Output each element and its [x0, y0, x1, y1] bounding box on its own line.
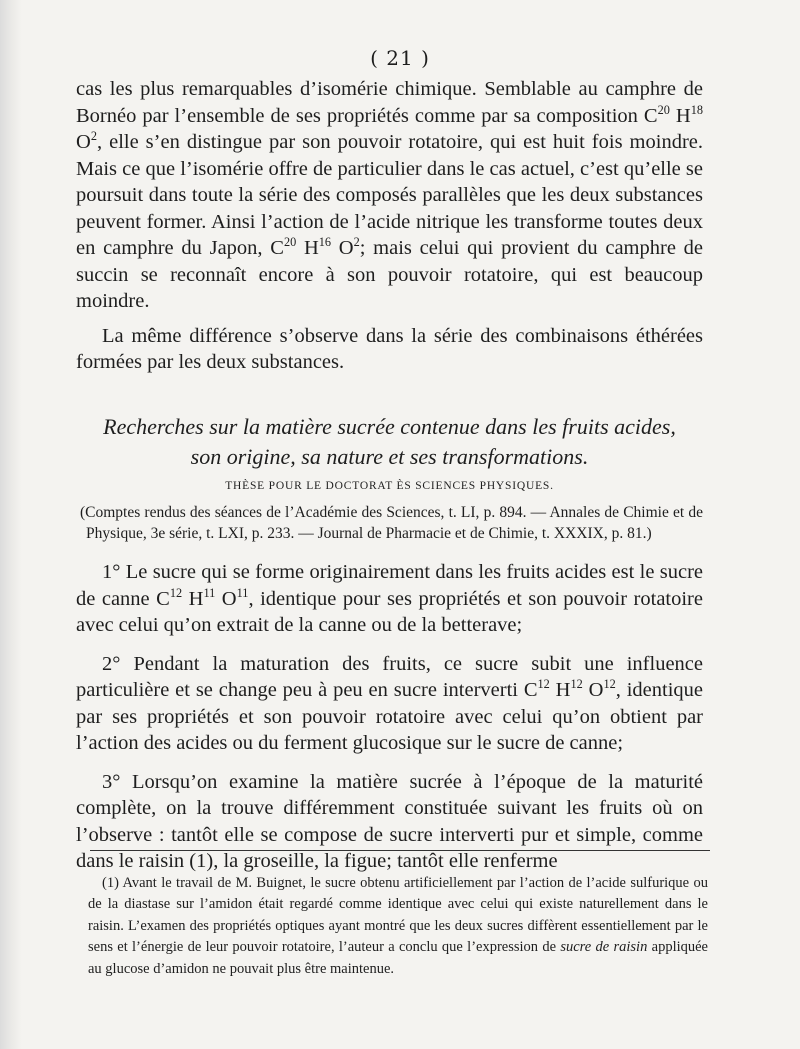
text-run: H — [669, 104, 691, 127]
heading-line-2: son origine, sa nature et ses transformations. — [190, 443, 589, 469]
superscript: 2 — [353, 235, 360, 250]
text-run: , identique par ses propriétés et son pouvoir rotatoire avec celui qu’on obtient par l’action des acides ou du ferment glucosique sur le sucre de canne; — [76, 679, 703, 754]
superscript: 2 — [90, 129, 97, 144]
opening-paragraph — [76, 76, 703, 315]
paragraph-2: La même différence s’observe dans la série des combinaisons éthérées formées par les deux substances. — [76, 324, 703, 373]
footnote-rule — [90, 850, 710, 851]
text-run: H — [549, 679, 571, 701]
superscript: 12 — [169, 585, 183, 600]
main-text — [76, 76, 703, 875]
superscript: 20 — [657, 102, 670, 117]
text-run: H — [182, 587, 204, 610]
superscript: 16 — [318, 235, 332, 250]
superscript: 18 — [690, 102, 703, 117]
superscript: 20 — [283, 235, 297, 250]
text-run: O — [215, 587, 237, 610]
footnote — [88, 873, 708, 981]
text-run: appliquée au glucose d’amidon ne pouvait plus être maintenue. — [88, 939, 708, 977]
text-run: O — [76, 131, 91, 153]
page-number: ( 21 ) — [370, 46, 430, 70]
text-run: O — [582, 679, 604, 701]
text-run: 1° Le sucre qui se forme originairement dans les fruits acides est le sucre de canne C — [76, 561, 703, 610]
superscript: 12 — [537, 677, 550, 692]
text-run: , elle s’en distingue par son pouvoir rotatoire, qui est huit fois moindre. Mais ce que l’isomérie offre de particulier dans le cas actuel, c’est qu’elle se poursuit dans toute la série des composés parallèles que les deux substances peuvent former. Ainsi l’action de l’acide nitrique les transforme toutes deux en camphre du Japon, C — [76, 131, 703, 259]
item-2 — [76, 651, 703, 757]
superscript: 12 — [603, 677, 616, 692]
text-run: (1) Avant le travail de M. Buignet, le sucre obtenu artificiellement par l’action de l’acide sulfurique ou de la diastase sur l’amidon était regardé comme identique avec celui qui existe naturellement dans le raisin. L’examen des propriétés optiques ayant montré que les deux sucres diffèrent essentiellement par le sens et l’énergie de leur pouvoir rotatoire, l’auteur a conclu que l’expression de — [88, 874, 708, 955]
text-run: H — [296, 237, 319, 259]
text-run: 2° Pendant la maturation des fruits, ce sucre subit une influence particulière et se change peu à peu en sucre interverti C — [76, 652, 703, 701]
superscript: 12 — [570, 677, 583, 692]
superscript: 11 — [236, 585, 249, 600]
text-run: cas les plus remarquables d’isomérie chimique. Semblable au camphre de Bornéo par l’ensemble de ses propriétés comme par sa composition C — [76, 78, 703, 127]
subheading: THÈSE POUR LE DOCTORAT ÈS SCIENCES PHYSIQUES. — [225, 479, 554, 492]
item-3: 3° Lorsqu’on examine la matière sucrée à l’époque de la maturité complète, on la trouve différemment constituée suivant les fruits où on l’observe : tantôt elle se compose de sucre interverti pur et simple, comme dans le raisin (1), la groseille, la figue; tantôt elle renferme — [76, 770, 703, 872]
heading-line-1: Recherches sur la matière sucrée contenue dans les fruits acides, — [103, 413, 676, 439]
text-run: ; mais celui qui provient du camphre de succin se reconnaît encore à son pouvoir rotatoire, qui est beaucoup moindre. — [76, 237, 703, 312]
section-heading — [76, 412, 703, 472]
text-run: , identique pour ses propriétés et son pouvoir rotatoire avec celui qu’on extrait de la canne ou de la betterave; — [76, 587, 703, 636]
text-run: O — [331, 237, 354, 259]
item-1 — [76, 559, 703, 639]
italic-term: sucre de raisin — [560, 939, 648, 955]
references: (Comptes rendus des séances de l’Académie des Sciences, t. LI, p. 894. — Annales de Chimie et de Physique, 3e série, t. LXI, p. 233. — Journal de Pharmacie et de Chimie, t. XXXIX, p. 81.) — [80, 503, 703, 542]
superscript: 11 — [203, 585, 216, 600]
